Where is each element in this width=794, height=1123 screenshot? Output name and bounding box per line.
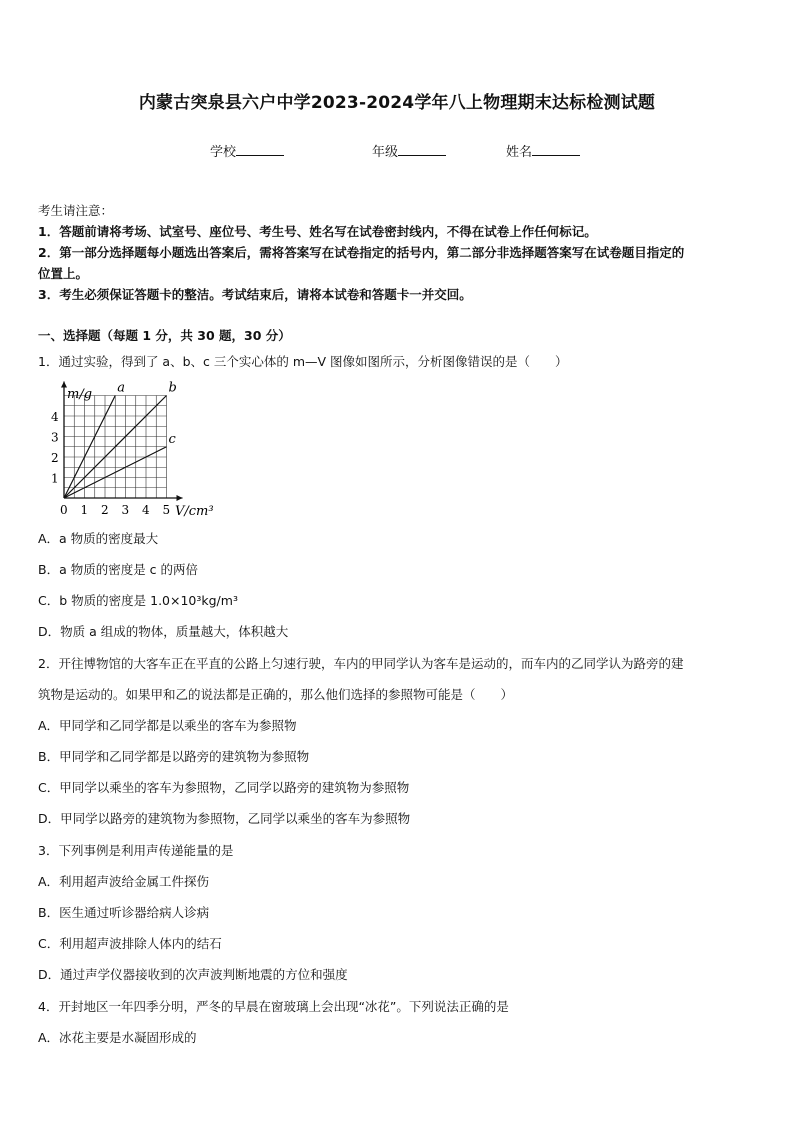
x-axis-arrow xyxy=(177,495,183,501)
y-axis-label: m/g xyxy=(67,387,93,402)
q1-option-a[interactable]: A．a 物质的密度最大 xyxy=(38,531,159,546)
y-tick-label: 1 xyxy=(51,471,59,486)
series-label-c: c xyxy=(168,431,176,447)
y-tick-label: 2 xyxy=(51,451,59,465)
school-label: 学校 xyxy=(210,145,237,160)
series-label-b: b xyxy=(168,380,177,396)
x-tick-label: 3 xyxy=(121,503,130,517)
q2-option-b[interactable]: B．甲同学和乙同学都是以路旁的建筑物为参照物 xyxy=(38,749,310,764)
x-tick-label: 1 xyxy=(80,503,89,517)
m-v-graph xyxy=(38,380,228,520)
q1-option-d[interactable]: D．物质 a 组成的物体，质量越大，体积越大 xyxy=(38,624,289,639)
q1-option-b[interactable]: B．a 物质的密度是 c 的两倍 xyxy=(38,562,199,577)
x-tick-label: 4 xyxy=(142,503,150,517)
q3-option-d[interactable]: D．通过声学仪器接收到的次声波判断地震的方位和强度 xyxy=(38,967,348,982)
notice-item: 位置上。 xyxy=(38,266,89,281)
q4-option-a[interactable]: A．冰花主要是水凝固形成的 xyxy=(38,1030,197,1045)
name-field xyxy=(506,141,580,160)
q3-option-a[interactable]: A．利用超声波给金属工件探伤 xyxy=(38,874,210,889)
name-label: 姓名 xyxy=(506,145,533,160)
y-tick-label: 4 xyxy=(51,410,59,424)
school-field xyxy=(210,141,284,160)
q1-stem: 1．通过实验，得到了 a、b、c 三个实心体的 m—V 图像如图所示，分析图像错误的是（ ） xyxy=(38,354,568,369)
q2-option-a[interactable]: A．甲同学和乙同学都是以乘坐的客车为参照物 xyxy=(38,718,297,733)
grade-blank[interactable] xyxy=(398,143,446,156)
q3-stem: 3．下列事例是利用声传递能量的是 xyxy=(38,843,234,858)
x-tick-label: 2 xyxy=(101,503,109,517)
x-axis-label: V/cm³ xyxy=(175,504,214,519)
x-tick-label: 5 xyxy=(162,503,171,517)
notice-item: 3．考生必须保证答题卡的整洁。考试结束后，请将本试卷和答题卡一并交回。 xyxy=(38,287,472,302)
series-label-a: a xyxy=(117,380,126,396)
q1-option-c[interactable]: C．b 物质的密度是 1.0×10³kg/m³ xyxy=(38,593,238,608)
section-heading: 一、选择题（每题 1 分，共 30 题，30 分） xyxy=(38,328,291,343)
q2-option-c[interactable]: C．甲同学以乘坐的客车为参照物，乙同学以路旁的建筑物为参照物 xyxy=(38,780,410,795)
page-title: 内蒙古突泉县六户中学2023-2024学年八上物理期末达标检测试题 xyxy=(138,93,656,113)
q3-option-c[interactable]: C．利用超声波排除人体内的结石 xyxy=(38,936,222,951)
grade-field xyxy=(372,141,446,160)
name-blank[interactable] xyxy=(532,143,580,156)
q2-stem-line1: 2．开往博物馆的大客车正在平直的公路上匀速行驶，车内的甲同学认为客车是运动的，而车内的乙同学认为路旁的建 xyxy=(38,656,684,671)
q2-stem-line2: 筑物是运动的。如果甲和乙的说法都是正确的，那么他们选择的参照物可能是（ ） xyxy=(38,687,514,702)
q3-option-b[interactable]: B．医生通过听诊器给病人诊病 xyxy=(38,905,210,920)
notice-item: 2．第一部分选择题每小题选出答案后，需将答案写在试卷指定的括号内，第二部分非选择题答案写在试卷题目指定的 xyxy=(38,245,685,260)
school-blank[interactable] xyxy=(236,143,284,156)
q2-option-d[interactable]: D．甲同学以路旁的建筑物为参照物，乙同学以乘坐的客车为参照物 xyxy=(38,811,411,826)
x-tick-label: 0 xyxy=(60,503,68,517)
notice-heading: 考生请注意： xyxy=(38,203,114,218)
y-tick-label: 3 xyxy=(51,430,59,445)
notice-item: 1．答题前请将考场、试室号、座位号、考生号、姓名写在试卷密封线内，不得在试卷上作任何标记。 xyxy=(38,224,597,239)
grade-label: 年级 xyxy=(372,145,399,160)
q4-stem: 4．开封地区一年四季分明，严冬的早晨在窗玻璃上会出现“冰花”。下列说法正确的是 xyxy=(38,999,509,1014)
